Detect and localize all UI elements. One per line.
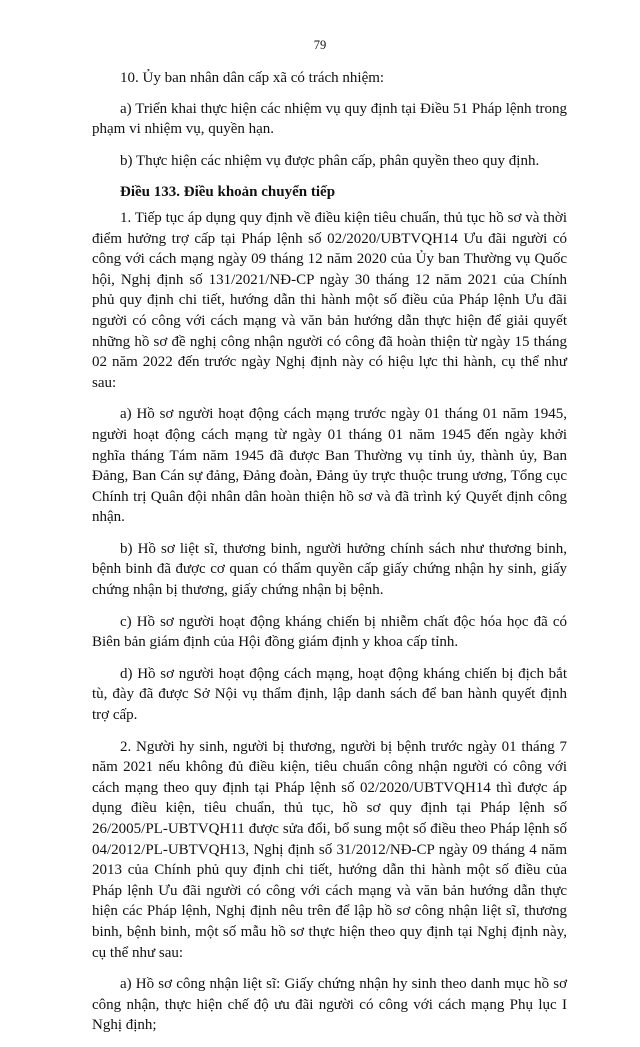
article-133-heading: Điều 133. Điều khoản chuyển tiếp <box>120 184 336 201</box>
clause-1-item-a: a) Hồ sơ người hoạt động cách mạng trước ngày 01 tháng 01 năm 1945, người hoạt động cách mạng từ ngày 01 tháng 01 năm 1945 đến ngày khởi nghĩa tháng Tám năm 1945 đã được Ban Thường vụ tỉnh ủy, thành ủy, Ban Đảng, Ban Cán sự đảng, Đảng đoàn, Đảng ủy trực thuộc trung ương, Tổng cục Chính trị Quân đội nhân dân hoàn thiện hồ sơ và đã trình ký Quyết định công nhận. <box>92 406 567 526</box>
clause-10-item-a: a) Triển khai thực hiện các nhiệm vụ quy định tại Điều 51 Pháp lệnh trong phạm vi nhiệm vụ, quyền hạn. <box>92 100 567 138</box>
article-133-clause-1: 1. Tiếp tục áp dụng quy định về điều kiện tiêu chuẩn, thủ tục hồ sơ và thời điểm hưởng trợ cấp tại Pháp lệnh số 02/2020/UBTVQH14 Ưu đãi người có công với cách mạng ngày 09 tháng 12 năm 2020 của Ủy ban Thường vụ Quốc hội, Nghị định số 131/2021/NĐ-CP ngày 30 tháng 12 năm 2021 của Chính phủ quy định chi tiết, hướng dẫn thi hành một số điều của Pháp lệnh Ưu đãi người có công với cách mạng và văn bản hướng dẫn thực hiện để giải quyết những hồ sơ đề nghị công nhận người có công đã hoàn thiện từ ngày 15 tháng 02 năm 2022 đến trước ngày Nghị định này có hiệu lực thi hành, cụ thể như sau: <box>92 209 567 391</box>
clause-1-item-d: d) Hồ sơ người hoạt động cách mạng, hoạt động kháng chiến bị địch bắt tù, đày đã được Sở Nội vụ thẩm định, lập danh sách để ban hành quyết định trợ cấp. <box>92 665 567 724</box>
clause-1-item-b: b) Hồ sơ liệt sĩ, thương binh, người hưởng chính sách như thương binh, bệnh binh đã được cơ quan có thẩm quyền cấp giấy chứng nhận hy sinh, giấy chứng nhận bị thương, giấy chứng nhận bị bệnh. <box>92 540 567 599</box>
article-133-clause-2: 2. Người hy sinh, người bị thương, người bị bệnh trước ngày 01 tháng 7 năm 2021 nếu không đủ điều kiện, tiêu chuẩn công nhận người có công với cách mạng theo quy định tại Pháp lệnh số 02/2020/UBTVQH14 thì được áp dụng điều kiện, tiêu chuẩn, thủ tục, hồ sơ quy định tại Pháp lệnh số 26/2005/PL-UBTVQH11 được sửa đổi, bổ sung một số điều theo Pháp lệnh số 04/2012/PL-UBTVQH13, Nghị định số 31/2012/NĐ-CP ngày 09 tháng 4 năm 2013 của Chính phủ quy định chi tiết, hướng dẫn thi hành một số điều của Pháp lệnh Ưu đãi người có công với cách mạng và văn bản hướng dẫn thực hiện các Pháp lệnh, Nghị định nêu trên để lập hồ sơ công nhận liệt sĩ, thương binh, bệnh binh, một số mẫu hồ sơ thực hiện theo quy định tại Nghị định này, cụ thể như sau: <box>92 738 567 961</box>
page-number: 79 <box>313 38 327 52</box>
clause-2-item-a: a) Hồ sơ công nhận liệt sĩ: Giấy chứng nhận hy sinh theo danh mục hồ sơ công nhận, thực hiện chế độ ưu đãi người có công với cách mạng Phụ lục I Nghị định; <box>92 976 567 1034</box>
clause-10-item-b: b) Thực hiện các nhiệm vụ được phân cấp, phân quyền theo quy định. <box>120 152 540 169</box>
clause-10-intro: 10. Ủy ban nhân dân cấp xã có trách nhiệm: <box>120 70 385 86</box>
document-body <box>92 68 567 1047</box>
clause-1-item-c: c) Hồ sơ người hoạt động kháng chiến bị nhiễm chất độc hóa học đã có Biên bản giám định của Hội đồng giám định y khoa cấp tỉnh. <box>92 613 567 651</box>
